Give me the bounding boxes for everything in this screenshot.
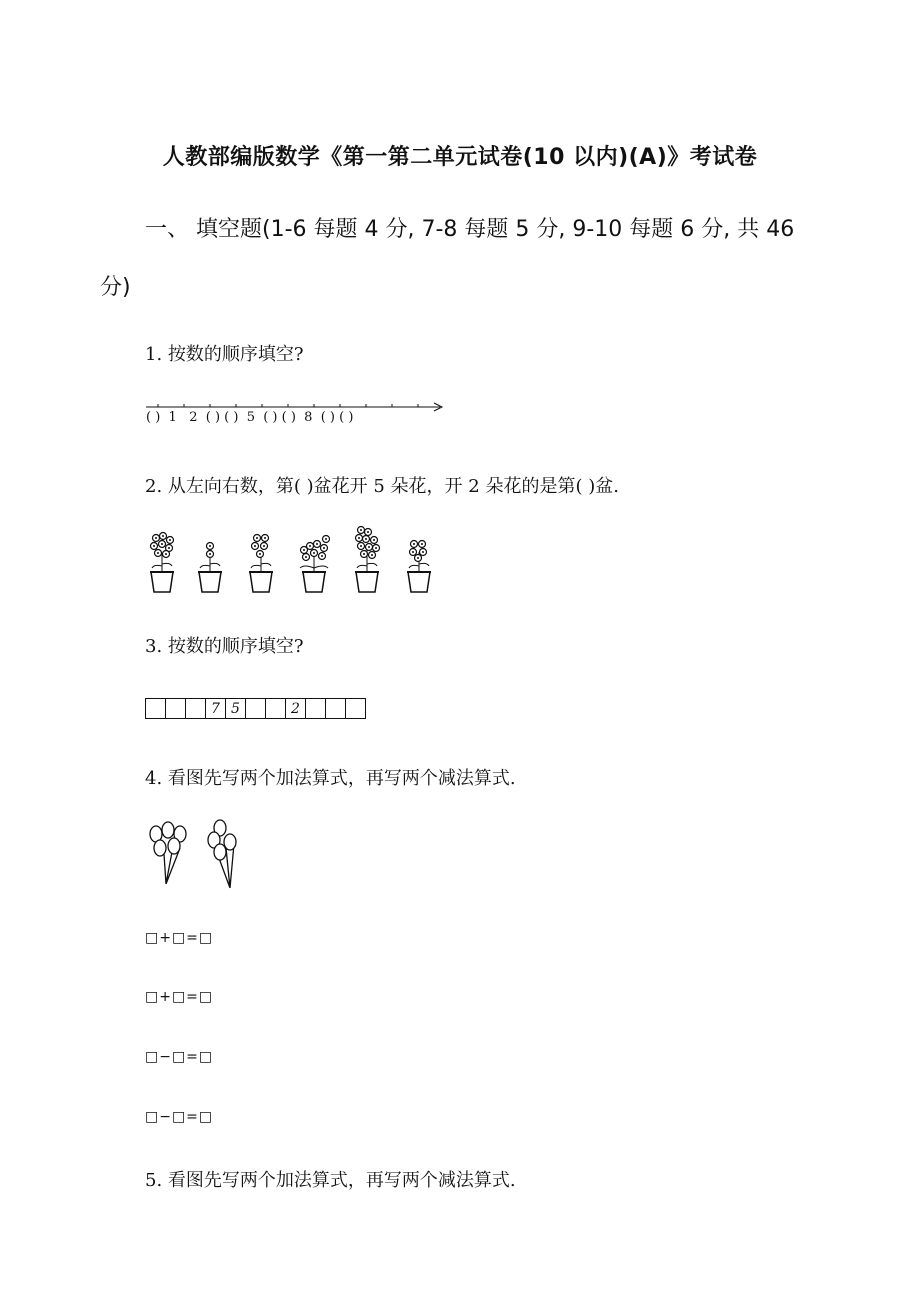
addition-formula-1[interactable]: □+□=□ [145,930,214,946]
sequence-box: 2 [285,698,306,719]
question-5: 5. 看图先写两个加法算式，再写两个减法算式. [145,1170,516,1191]
sequence-box[interactable] [145,698,166,719]
number-sequence-boxes [146,698,366,719]
sequence-box[interactable] [165,698,186,719]
sequence-box[interactable] [345,698,366,719]
sequence-box[interactable] [265,698,286,719]
sequence-box[interactable] [305,698,326,719]
section-heading-continued: 分) [100,275,131,300]
exam-title: 人教部编版数学《第一第二单元试卷(10 以内)(A)》考试卷 [162,145,758,170]
question-4: 4. 看图先写两个加法算式，再写两个减法算式. [145,768,516,789]
addition-formula-2[interactable]: □+□=□ [145,989,214,1005]
section-heading: 一、 填空题(1-6 每题 4 分, 7-8 每题 5 分, 9-10 每题 6 分, 共 46 [145,217,795,242]
sequence-box[interactable]: 5 [225,698,246,719]
question-2: 2. 从左向右数，第( )盆花开 5 朵花，开 2 朵花的是第( )盆. [145,476,619,497]
balloons-illustration [144,818,244,892]
sequence-box: 7 [205,698,226,719]
subtraction-formula-2[interactable]: □−□=□ [145,1109,214,1125]
question-1: 1. 按数的顺序填空? [145,344,304,365]
question-3: 3. 按数的顺序填空? [145,636,304,657]
sequence-box[interactable] [325,698,346,719]
sequence-box[interactable] [185,698,206,719]
subtraction-formula-1[interactable]: □−□=□ [145,1049,214,1065]
flower-pots-illustration [140,524,440,598]
sequence-box[interactable] [245,698,266,719]
number-line-labels: ( ) 1 2 ( ) ( ) 5 ( ) ( ) 8 ( ) ( ) [146,410,354,425]
